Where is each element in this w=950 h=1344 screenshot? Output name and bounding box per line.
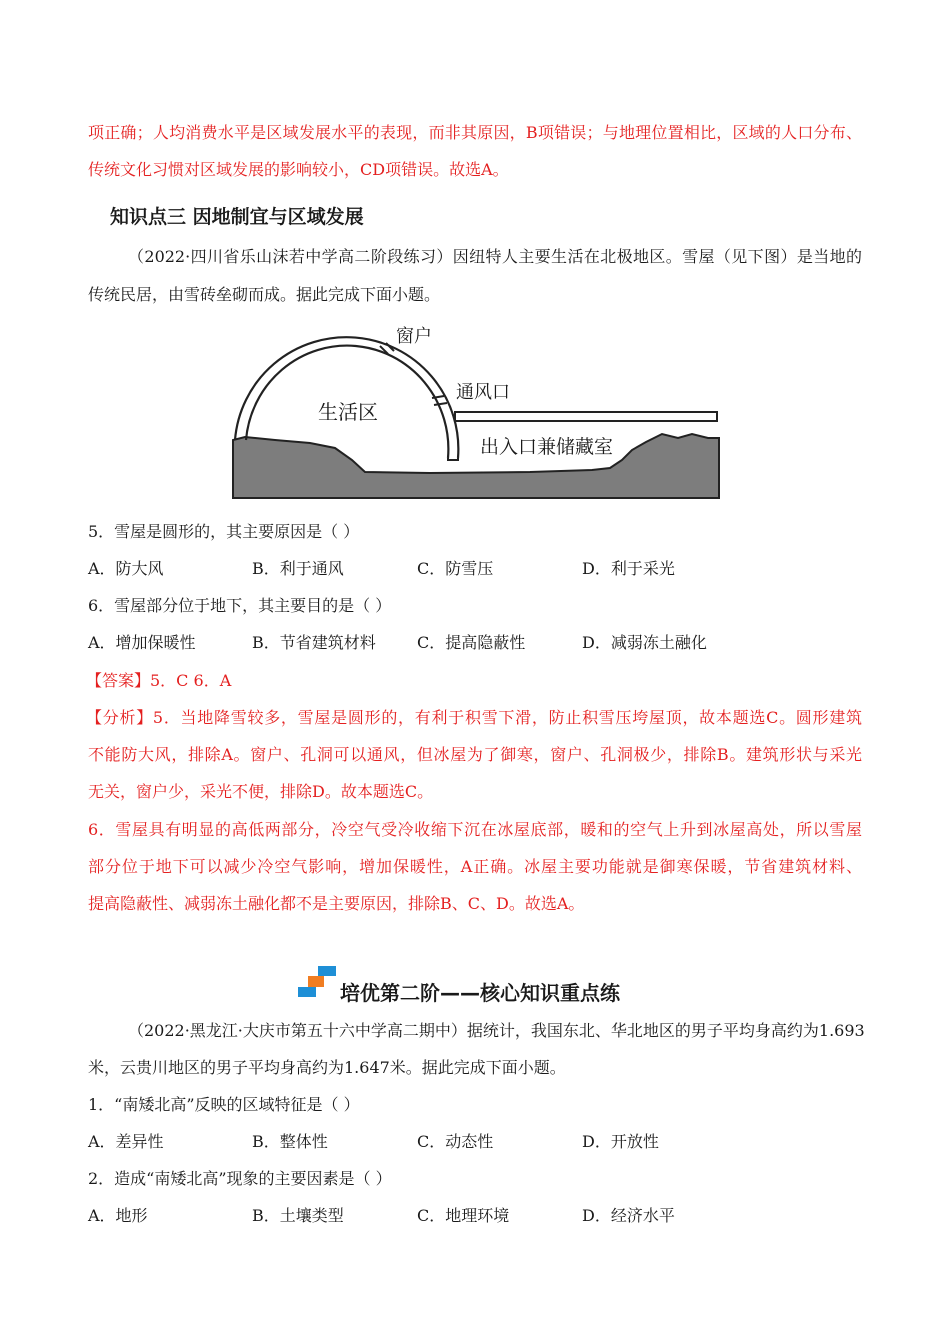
igloo-diagram	[230, 322, 722, 500]
analysis-line: 【分析】5．当地降雪较多，雪屋是圆形的，有利于积雪下滑，防止积雪压垮屋顶，故本题选C。圆形建筑	[86, 708, 862, 727]
question-intro: 米，云贵川地区的男子平均身高约为1.647米。据此完成下面小题。	[88, 1058, 566, 1077]
analysis-line: 无关，窗户少，采光不便，排除D。故本题选C。	[88, 782, 434, 801]
option-c: C．提高隐蔽性	[417, 633, 526, 652]
question-stem: 5．雪屋是圆形的，其主要原因是（ ）	[88, 522, 360, 541]
analysis-line: 提高隐蔽性、减弱冻土融化都不是主要原因，排除B、C、D。故选A。	[88, 894, 585, 913]
question-stem: 6．雪屋部分位于地下，其主要目的是（ ）	[88, 596, 392, 615]
igloo-diagram-svg	[230, 322, 722, 500]
vent-mark	[434, 403, 447, 405]
explanation-line: 传统文化习惯对区域发展的影响较小，CD项错误。故选A。	[88, 160, 509, 179]
option-d: D．经济水平	[582, 1206, 675, 1225]
option-a: A．防大风	[88, 559, 164, 578]
analysis-line: 6．雪屋具有明显的高低两部分，冷空气受冷收缩下沉在冰屋底部，暖和的空气上升到冰屋高处，所以雪屋	[88, 820, 862, 839]
option-d: D．减弱冻土融化	[582, 633, 707, 652]
option-c: C．动态性	[417, 1132, 494, 1151]
analysis-line: 部分位于地下可以减少冷空气影响，增加保暖性，A正确。冰屋主要功能就是御寒保暖，节省建筑材料、	[88, 857, 862, 876]
explanation-line: 项正确；人均消费水平是区域发展水平的表现，而非其原因，B项错误；与地理位置相比，区域的人口分布、	[88, 123, 862, 142]
question-stem: 2．造成“南矮北高”现象的主要因素是（ ）	[88, 1169, 392, 1188]
section-icon	[298, 966, 338, 998]
option-b: B．利于通风	[252, 559, 344, 578]
window-label: 窗户	[396, 326, 432, 347]
option-a: A．地形	[88, 1206, 148, 1225]
ground-shape	[233, 434, 719, 498]
option-c: C．地理环境	[417, 1206, 510, 1225]
question-stem: 1．“南矮北高”反映的区域特征是（ ）	[88, 1095, 360, 1114]
entrance-label: 出入口兼储藏室	[480, 436, 614, 458]
option-b: B．整体性	[252, 1132, 328, 1151]
vent-label: 通风口	[456, 382, 510, 403]
option-b: B．土壤类型	[252, 1206, 344, 1225]
section-heading: 知识点三 因地制宜与区域发展	[110, 206, 364, 228]
dome-end	[448, 458, 458, 460]
answer-text: 【答案】5．C 6．A	[86, 671, 232, 690]
question-intro: （2022·四川省乐山沫若中学高二阶段练习）因纽特人主要生活在北极地区。雪屋（见下图）是当地的	[128, 247, 862, 266]
tunnel-roof	[455, 412, 717, 421]
option-d: D．开放性	[582, 1132, 659, 1151]
option-d: D．利于采光	[582, 559, 675, 578]
option-a: A．差异性	[88, 1132, 164, 1151]
analysis-line: 不能防大风，排除A。窗户、孔洞可以通风，但冰屋为了御寒，窗户、孔洞极少，排除B。建筑形状与采光	[88, 745, 862, 764]
section-heading: 培优第二阶——核心知识重点练	[340, 981, 620, 1005]
option-b: B．节省建筑材料	[252, 633, 376, 652]
question-intro: 传统民居，由雪砖垒砌而成。据此完成下面小题。	[88, 285, 441, 304]
living-area-label: 生活区	[318, 400, 378, 424]
option-a: A．增加保暖性	[88, 633, 196, 652]
question-intro: （2022·黑龙江·大庆市第五十六中学高二期中）据统计，我国东北、华北地区的男子平均身高约为1.693	[128, 1021, 865, 1040]
option-c: C．防雪压	[417, 559, 494, 578]
